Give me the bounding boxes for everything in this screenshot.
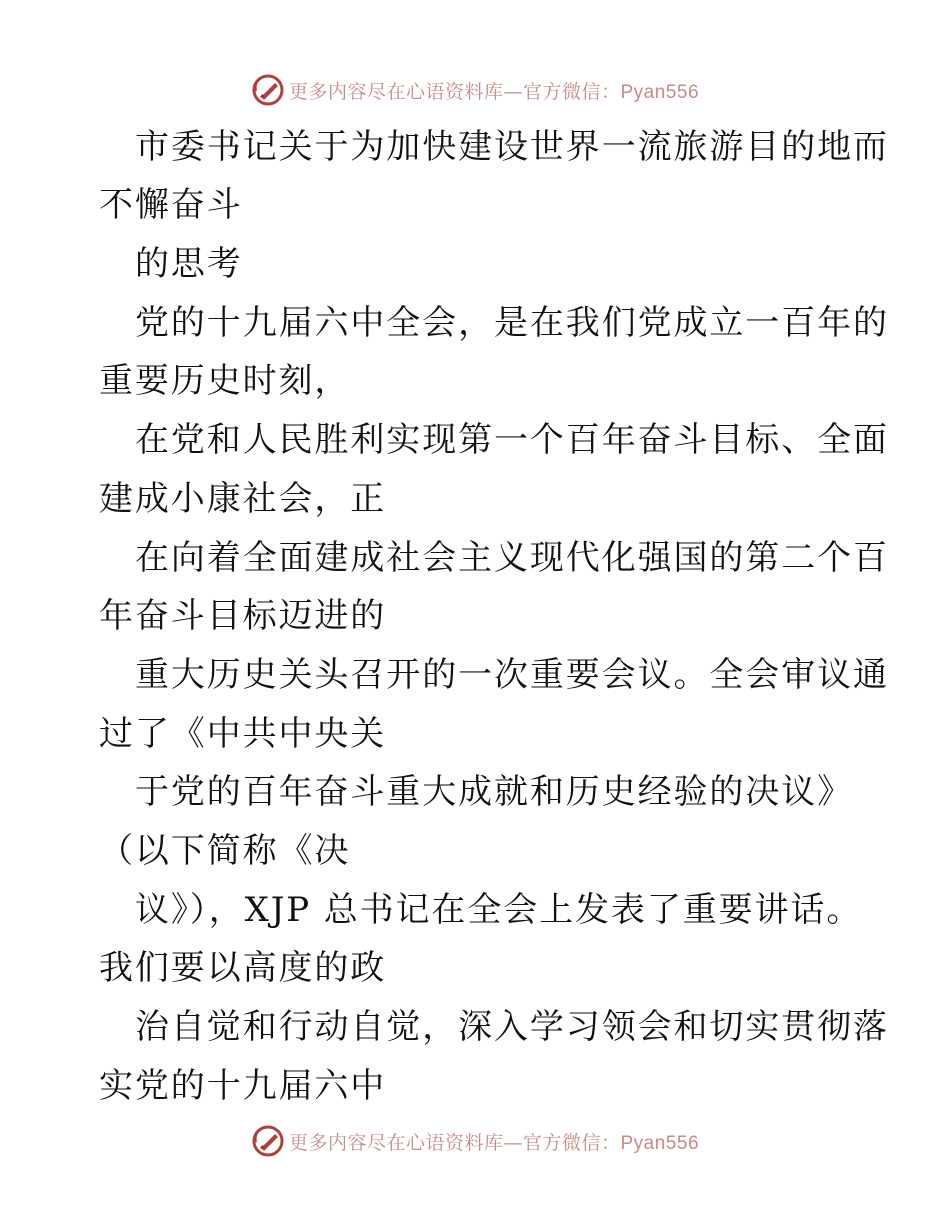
text-line: 重要历史时刻， bbox=[99, 361, 351, 401]
footer-banner-handle: Pyan556 bbox=[620, 1132, 700, 1154]
header-banner-text: 更多内容尽在心语资料库—官方微信：Pyan556 bbox=[288, 80, 700, 103]
text-line: 市委书记关于为加快建设世界一流旅游目的地而 bbox=[135, 127, 889, 167]
text-line: 党的十九届六中全会，是在我们党成立一百年的 bbox=[135, 303, 889, 343]
footer-banner bbox=[0, 1121, 950, 1161]
text-line: 过了《中共中央关 bbox=[99, 714, 387, 754]
text-line: 治自觉和行动自觉，深入学习领会和切实贯彻落 bbox=[135, 1007, 889, 1047]
pen-logo-icon bbox=[251, 1124, 285, 1158]
text-line: 在党和人民胜利实现第一个百年奋斗目标、全面 bbox=[135, 420, 889, 460]
footer-banner-text: 更多内容尽在心语资料库—官方微信：Pyan556 bbox=[288, 1131, 700, 1154]
text-line: 的思考 bbox=[135, 244, 243, 284]
text-line: 建成小康社会，正 bbox=[99, 479, 387, 519]
header-banner-handle: Pyan556 bbox=[620, 81, 700, 103]
text-line: 重大历史关头召开的一次重要会议。全会审议通 bbox=[135, 655, 889, 695]
text-line: 不懈奋斗 bbox=[99, 185, 243, 225]
text-line: 议》），XJP 总书记在全会上发表了重要讲话。 bbox=[135, 890, 863, 930]
text-line: 在向着全面建成社会主义现代化强国的第二个百 bbox=[135, 538, 889, 578]
text-line: 我们要以高度的政 bbox=[99, 948, 387, 988]
text-line: 实党的十九届六中 bbox=[99, 1066, 387, 1106]
text-line: （以下简称《决 bbox=[99, 831, 351, 871]
text-line: 于党的百年奋斗重大成就和历史经验的决议》 bbox=[135, 772, 853, 812]
text-line: 年奋斗目标迈进的 bbox=[99, 596, 387, 636]
